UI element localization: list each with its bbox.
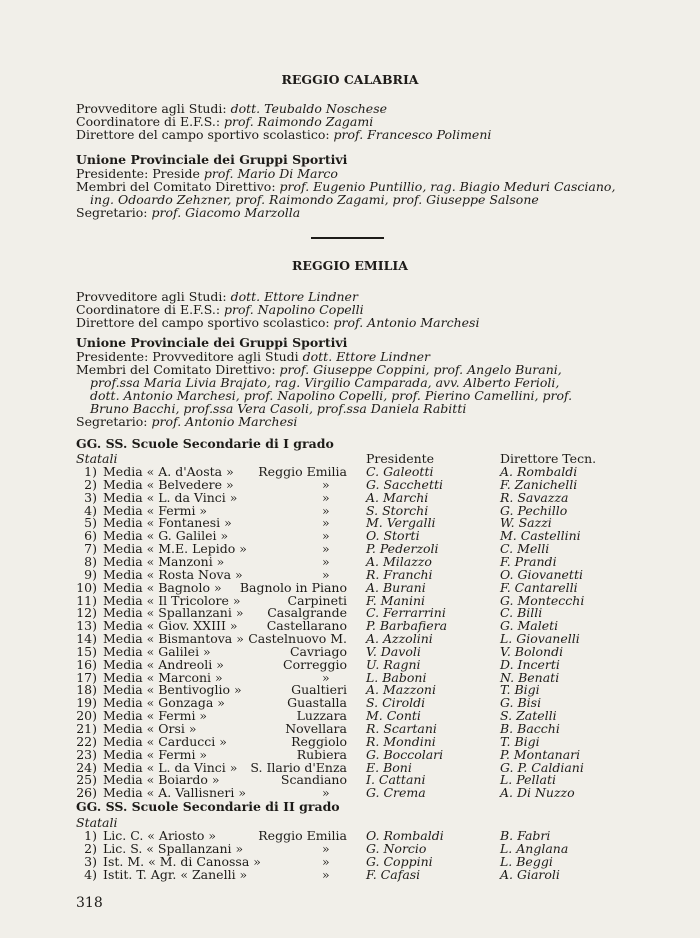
school-name: Media « Bismantova » <box>103 631 244 647</box>
rc-union-title: Unione Provinciale dei Gruppi Sportivi <box>76 152 348 167</box>
presidente-name: C. Ferrarrini <box>366 605 446 621</box>
school-city: » <box>322 566 330 582</box>
direttore-name: B. Bacchi <box>500 721 560 736</box>
school-city: S. Ilario d'Enza <box>250 759 347 775</box>
school-city: Correggio <box>283 656 347 672</box>
direttore-name: G. Pechillo <box>500 502 568 518</box>
school-name: Media « L. da Vinci » <box>103 759 238 775</box>
direttore-name: F. Cantarelli <box>500 579 578 595</box>
direttore-name: G. Montecchi <box>500 592 585 608</box>
school-name: Media « Marconi » <box>103 669 223 685</box>
school-name: Ist. M. « M. di Canossa » <box>103 854 261 869</box>
rc-coordinatore: Coordinatore di E.F.S.: prof. Raimondo Zagami <box>76 114 374 129</box>
direttore-name: A. Giaroli <box>500 867 560 882</box>
direttore-name: G. P. Caldiani <box>500 759 584 775</box>
row-number: 7) <box>84 541 97 557</box>
school-name: Media « Bagnolo » <box>103 579 222 595</box>
school-city: » <box>322 841 330 856</box>
direttore-name: L. Beggi <box>500 854 553 869</box>
row-number: 25) <box>76 772 97 788</box>
rc-membri-cont: ing. Odoardo Zehzner, prof. Raimondo Zagami, prof. Giuseppe Salsone <box>90 192 539 207</box>
direttore-name: A. Di Nuzzo <box>500 785 575 801</box>
direttore-name: G. Bisi <box>500 695 542 711</box>
school-name: Media « Spallanzani » <box>103 605 244 621</box>
school-name: Media « Belvedere » <box>103 476 234 492</box>
row-number: 8) <box>84 553 97 569</box>
row-number: 10) <box>76 579 97 595</box>
direttore-name: A. Rombaldi <box>500 464 578 479</box>
presidente-name: R. Franchi <box>366 566 433 582</box>
direttore-name: G. Maleti <box>500 618 559 634</box>
school-name: Media « Il Tricolore » <box>103 592 241 608</box>
school-city: » <box>322 515 330 531</box>
re-membri-cont-2: dott. Antonio Marchesi, prof. Napolino Copelli, prof. Pierino Camellini, prof. <box>90 388 573 403</box>
school-name: Media « Manzoni » <box>103 553 225 569</box>
direttore-name: S. Zatelli <box>500 708 557 724</box>
presidente-name: R. Mondini <box>366 733 436 749</box>
row-number: 13) <box>76 618 97 634</box>
row-number: 5) <box>84 515 97 531</box>
row-number: 9) <box>84 566 97 582</box>
school-name: Media « Giov. XXIII » <box>103 618 238 634</box>
direttore-name: P. Montanari <box>500 746 581 762</box>
direttore-name: N. Benati <box>500 669 560 685</box>
row-number: 18) <box>76 682 97 698</box>
col-header-presidente: Presidente <box>366 451 435 466</box>
school-name: Media « Fermi » <box>103 746 208 762</box>
school-city: » <box>322 785 330 801</box>
page-number: 318 <box>76 895 103 911</box>
school-name: Media « Boiardo » <box>103 772 220 788</box>
row-number: 24) <box>76 759 97 775</box>
school-name: Media « Galilei » <box>103 643 211 659</box>
direttore-name: C. Billi <box>500 605 543 621</box>
school-name: Media « A. Vallisneri » <box>103 785 246 801</box>
school-city: Carpineti <box>287 592 347 608</box>
school-city: Castellarano <box>266 618 347 634</box>
row-number: 1) <box>84 828 97 843</box>
row-number: 1) <box>84 464 97 479</box>
grado1-title: GG. SS. Scuole Secondarie di I grado <box>76 436 334 451</box>
direttore-name: T. Bigi <box>500 682 540 698</box>
school-city: » <box>322 867 330 882</box>
row-number: 2) <box>84 841 97 856</box>
direttore-name: L. Anglana <box>500 841 569 856</box>
presidente-name: E. Boni <box>366 759 412 775</box>
re-membri-cont-3: Bruno Bacchi, prof.ssa Vera Casoli, prof.ssa Daniela Rabitti <box>90 401 467 416</box>
school-name: Media « Carducci » <box>103 733 227 749</box>
presidente-name: A. Burani <box>366 579 426 595</box>
rc-direttore: Direttore del campo sportivo scolastico: prof. Francesco Polimeni <box>76 127 492 142</box>
school-name: Media « M.E. Lepido » <box>103 541 247 557</box>
presidente-name: C. Galeotti <box>366 464 434 479</box>
row-number: 16) <box>76 656 97 672</box>
school-name: Istit. T. Agr. « Zanelli » <box>103 867 248 882</box>
rc-provveditore: Provveditore agli Studi: dott. Teubaldo Noschese <box>76 101 388 116</box>
direttore-name: O. Giovanetti <box>500 566 583 582</box>
direttore-name: R. Savazza <box>500 489 569 505</box>
row-number: 22) <box>76 733 97 749</box>
rc-segretario: Segretario: prof. Giacomo Marzolla <box>76 205 301 220</box>
school-city: Cavriago <box>289 643 347 659</box>
re-direttore: Direttore del campo sportivo scolastico: prof. Antonio Marchesi <box>76 315 480 330</box>
school-city: Castelnuovo M. <box>248 631 347 647</box>
row-number: 21) <box>76 721 97 736</box>
presidente-name: G. Crema <box>366 785 426 801</box>
direttore-name: M. Castellini <box>500 528 581 544</box>
re-membri: Membri del Comitato Direttivo: prof. Giuseppe Coppini, prof. Angelo Burani, <box>76 362 562 377</box>
row-number: 20) <box>76 708 97 724</box>
direttore-name: T. Bigi <box>500 733 540 749</box>
school-name: Media « Rosta Nova » <box>103 566 243 582</box>
school-name: Media « Fermi » <box>103 502 208 518</box>
school-name: Media « A. d'Aosta » <box>103 464 234 479</box>
school-city: Guastalla <box>287 695 347 711</box>
row-number: 26) <box>76 785 97 801</box>
presidente-name: F. Manini <box>366 592 426 608</box>
presidente-name: F. Cafasi <box>366 867 421 882</box>
school-city: Gualtieri <box>291 682 347 698</box>
row-number: 19) <box>76 695 97 711</box>
school-name: Lic. S. « Spallanzani » <box>103 841 244 856</box>
presidente-name: G. Coppini <box>366 854 433 869</box>
presidente-name: P. Barbafiera <box>366 618 448 634</box>
school-name: Media « Andreoli » <box>103 656 224 672</box>
re-membri-cont-1: prof.ssa Maria Livia Brajato, rag. Virgilio Camparada, avv. Alberto Ferioli, <box>90 375 560 390</box>
presidente-name: A. Milazzo <box>366 553 432 569</box>
row-number: 14) <box>76 631 97 647</box>
school-name: Media « Fontanesi » <box>103 515 232 531</box>
direttore-name: D. Incerti <box>500 656 560 672</box>
direttore-name: F. Prandi <box>500 553 557 569</box>
grado2-sub: Statali <box>76 815 118 830</box>
grado2-title: GG. SS. Scuole Secondarie di II grado <box>76 799 340 814</box>
school-city: » <box>322 476 330 492</box>
row-number: 17) <box>76 669 97 685</box>
direttore-name: W. Sazzi <box>500 515 552 531</box>
school-city: » <box>322 854 330 869</box>
school-city: » <box>322 502 330 518</box>
presidente-name: M. Conti <box>366 708 421 724</box>
school-city: » <box>322 669 330 685</box>
presidente-name: A. Azzolini <box>366 631 433 647</box>
row-number: 4) <box>84 867 97 882</box>
school-city: Novellara <box>285 721 347 736</box>
school-city: » <box>322 528 330 544</box>
presidente-name: L. Baboni <box>366 669 427 685</box>
school-city: Reggio Emilia <box>258 828 347 843</box>
school-name: Media « Fermi » <box>103 708 208 724</box>
presidente-name: A. Mazzoni <box>366 682 436 698</box>
school-city: Reggio Emilia <box>258 464 347 479</box>
school-city: Casalgrande <box>267 605 347 621</box>
presidente-name: I. Cattani <box>366 772 426 788</box>
rc-presidente: Presidente: Preside prof. Mario Di Marco <box>76 166 338 181</box>
re-union-title: Unione Provinciale dei Gruppi Sportivi <box>76 335 348 350</box>
col-header-direttore: Direttore Tecn. <box>500 451 597 466</box>
presidente-name: U. Ragni <box>366 656 421 672</box>
row-number: 3) <box>84 489 97 505</box>
school-city: » <box>322 489 330 505</box>
presidente-name: A. Marchi <box>366 489 429 505</box>
school-city: Reggiolo <box>291 733 347 749</box>
row-number: 2) <box>84 476 97 492</box>
presidente-name: P. Pederzoli <box>366 541 439 557</box>
presidente-name: R. Scartani <box>366 721 437 736</box>
school-name: Media « L. da Vinci » <box>103 489 238 505</box>
re-segretario: Segretario: prof. Antonio Marchesi <box>76 414 298 429</box>
school-city: Bagnolo in Piano <box>239 579 347 595</box>
presidente-name: M. Vergalli <box>366 515 436 531</box>
re-provveditore: Provveditore agli Studi: dott. Ettore Lindner <box>76 289 358 304</box>
direttore-name: V. Bolondi <box>500 643 564 659</box>
presidente-name: G. Boccolari <box>366 746 444 762</box>
row-number: 11) <box>76 592 97 608</box>
school-city: Luzzara <box>296 708 347 724</box>
row-number: 23) <box>76 746 97 762</box>
school-name: Lic. C. « Ariosto » <box>103 828 217 843</box>
school-name: Media « Gonzaga » <box>103 695 225 711</box>
presidente-name: S. Ciroldi <box>366 695 426 711</box>
presidente-name: V. Davoli <box>366 643 421 659</box>
school-name: Media « Orsi » <box>103 721 197 736</box>
direttore-name: B. Fabri <box>500 828 551 843</box>
grado1-sub: Statali <box>76 451 118 466</box>
section-title-reggio-calabria: REGGIO CALABRIA <box>281 72 419 87</box>
presidente-name: G. Sacchetti <box>366 476 443 492</box>
row-number: 6) <box>84 528 97 544</box>
direttore-name: C. Melli <box>500 541 550 557</box>
row-number: 15) <box>76 643 97 659</box>
re-presidente: Presidente: Provveditore agli Studi dott. Ettore Lindner <box>76 349 430 364</box>
presidente-name: O. Rombaldi <box>366 828 444 843</box>
section-title-reggio-emilia: REGGIO EMILIA <box>292 258 408 273</box>
school-city: Rubiera <box>296 746 347 762</box>
section-divider <box>311 237 384 239</box>
row-number: 12) <box>76 605 97 621</box>
presidente-name: O. Storti <box>366 528 420 544</box>
school-city: Scandiano <box>280 772 347 788</box>
direttore-name: F. Zanichelli <box>500 476 578 492</box>
re-coordinatore: Coordinatore di E.F.S.: prof. Napolino Copelli <box>76 302 364 317</box>
school-name: Media « Bentivoglio » <box>103 682 242 698</box>
rc-membri: Membri del Comitato Direttivo: prof. Eugenio Puntillio, rag. Biagio Meduri Casciano, <box>76 179 616 194</box>
direttore-name: L. Pellati <box>500 772 556 788</box>
presidente-name: G. Norcio <box>366 841 427 856</box>
direttore-name: L. Giovanelli <box>500 631 580 647</box>
school-city: » <box>322 541 330 557</box>
row-number: 4) <box>84 502 97 518</box>
school-city: » <box>322 553 330 569</box>
presidente-name: S. Storchi <box>366 502 429 518</box>
school-name: Media « G. Galilei » <box>103 528 229 544</box>
row-number: 3) <box>84 854 97 869</box>
